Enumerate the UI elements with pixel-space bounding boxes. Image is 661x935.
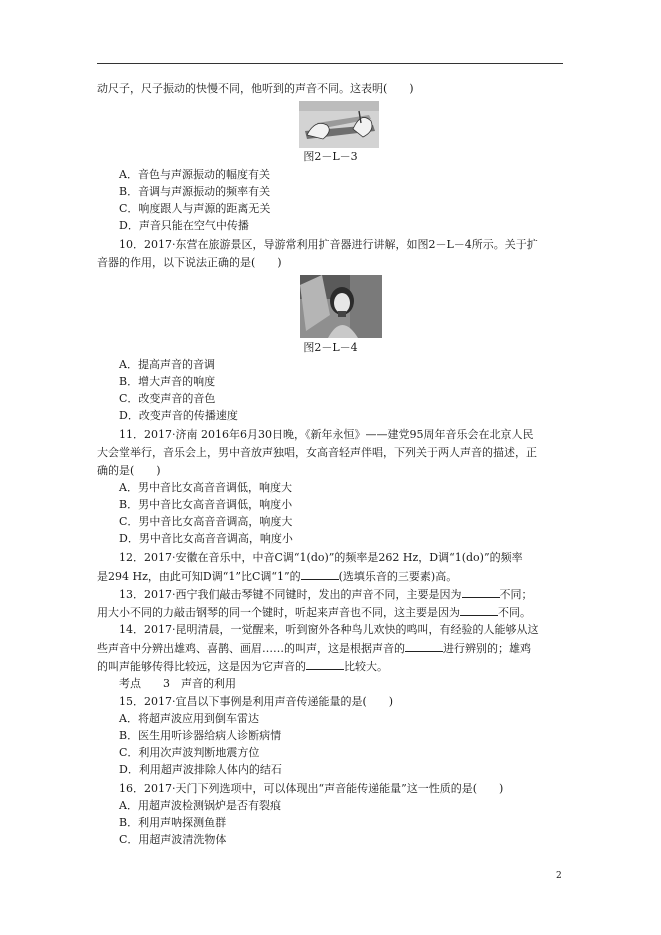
- figure-2-L-4: [300, 275, 382, 338]
- q10-option-b: B．增大声音的响度: [119, 375, 216, 388]
- q13-stem-line-2: [97, 605, 531, 620]
- q11-stem-line-3: 确的是( ): [97, 464, 161, 477]
- q15-option-c: C．利用次声波判断地震方位: [119, 746, 260, 759]
- q14-text-part-2: 进行辨别的；雄鸡: [443, 642, 531, 655]
- q10-option-d: D．改变声音的传播速度: [119, 409, 238, 422]
- q12-answer-blank[interactable]: [301, 569, 339, 580]
- header-rule: [97, 63, 563, 64]
- q11-option-a: A．男中音比女高音音调低，响度大: [119, 481, 292, 494]
- q14-text-part-4: 比较大。: [344, 660, 388, 673]
- q15-option-d: D．利用超声波排除人体内的结石: [119, 763, 282, 776]
- q15-option-b: B．医生用听诊器给病人诊断病情: [119, 729, 282, 742]
- figure-caption-2-L-3: 图2－L－3: [303, 150, 358, 163]
- q12-stem-line-2: [97, 569, 457, 584]
- q16-option-c: C．用超声波清洗物体: [119, 833, 227, 846]
- q13-text-part-1: 13．2017·西宁我们敲击琴键不同键时，发出的声音不同，主要是因为: [119, 588, 462, 601]
- q10-stem-line-2: 音器的作用，以下说法正确的是( ): [97, 256, 282, 269]
- q12-text-before-blank: 是294 Hz，由此可知D调“1”比C调“1”的: [97, 570, 301, 583]
- q13-text-part-4: 不同。: [498, 606, 531, 619]
- q14-stem-line-1: 14．2017·昆明清晨，一觉醒来，听到窗外各种鸟儿欢快的鸣叫，有经验的人能够从这: [119, 623, 539, 636]
- q9-option-b: B．音调与声源振动的频率有关: [119, 185, 271, 198]
- q14-text-part-3: 的叫声能够传得比较远，这是因为它声音的: [97, 660, 306, 673]
- q10-option-c: C．改变声音的音色: [119, 392, 216, 405]
- q11-option-c: C．男中音比女高音音调高，响度大: [119, 515, 293, 528]
- page-number: 2: [556, 871, 562, 881]
- q15-stem: 15．2017·宜昌以下事例是利用声音传递能量的是( ): [119, 695, 394, 708]
- q13-answer-blank-1[interactable]: [462, 587, 500, 598]
- q11-stem-line-2: 大会堂举行，音乐会上，男中音放声独唱，女高音轻声伴唱，下列关于两人声音的描述，正: [97, 446, 537, 459]
- q10-option-a: A．提高声音的音调: [119, 358, 215, 371]
- q13-text-part-2: 不同；: [499, 588, 533, 601]
- q16-stem: 16．2017·天门下列选项中，可以体现出“声音能传递能量”这一性质的是( ): [119, 782, 504, 795]
- q13-text-part-3: 用大小不同的力敲击钢琴的同一个键时，听起来声音也不同，这主要是因为: [97, 606, 460, 619]
- q14-answer-blank-1[interactable]: [405, 641, 443, 652]
- q14-answer-blank-2[interactable]: [306, 659, 344, 670]
- q11-stem-line-1: 11．2017·济南 2016年6月30日晚，《新年永恒》——建党95周年音乐会在北京人民: [119, 428, 534, 441]
- q14-stem-line-3: [97, 659, 388, 674]
- q16-option-a: A．用超声波检测锅炉是否有裂痕: [119, 799, 281, 812]
- q12-text-after-blank: (选填乐音的三要素)高。: [338, 570, 458, 583]
- q11-option-b: B．男中音比女高音音调低，响度小: [119, 498, 293, 511]
- section-heading-topic-3: 考点 3 声音的利用: [119, 677, 236, 690]
- figure-caption-2-L-4: 图2－L－4: [303, 341, 358, 354]
- q10-stem-line-1: 10．2017·东营在旅游景区，导游常利用扩音器进行讲解，如图2－L－4所示。关于扩: [119, 238, 538, 251]
- q9-option-c: C．响度跟人与声源的距离无关: [119, 202, 271, 215]
- q12-stem-line-1: 12．2017·安徽在音乐中，中音C调“1(do)”的频率是262 Hz，D调“1(do)”的频率: [119, 551, 523, 564]
- q9-option-d: D．声音只能在空气中传播: [119, 219, 249, 232]
- q15-option-a: A．将超声波应用到倒车雷达: [119, 712, 259, 725]
- q13-stem-line-1: [119, 587, 533, 602]
- q14-stem-line-2: [97, 641, 531, 656]
- q11-option-d: D．男中音比女高音音调高，响度小: [119, 532, 293, 545]
- q13-answer-blank-2[interactable]: [460, 605, 498, 616]
- q14-text-part-1: 些声音中分辨出雄鸡、喜鹊、画眉……的叫声，这是根据声音的: [97, 642, 405, 655]
- q9-option-a: A．音色与声源振动的幅度有关: [119, 168, 270, 181]
- q9-stem-line: 动尺子，尺子振动的快慢不同，他听到的声音不同。这表明( ): [97, 82, 414, 95]
- q16-option-b: B．利用声呐探测鱼群: [119, 816, 227, 829]
- figure-2-L-3: [299, 101, 379, 148]
